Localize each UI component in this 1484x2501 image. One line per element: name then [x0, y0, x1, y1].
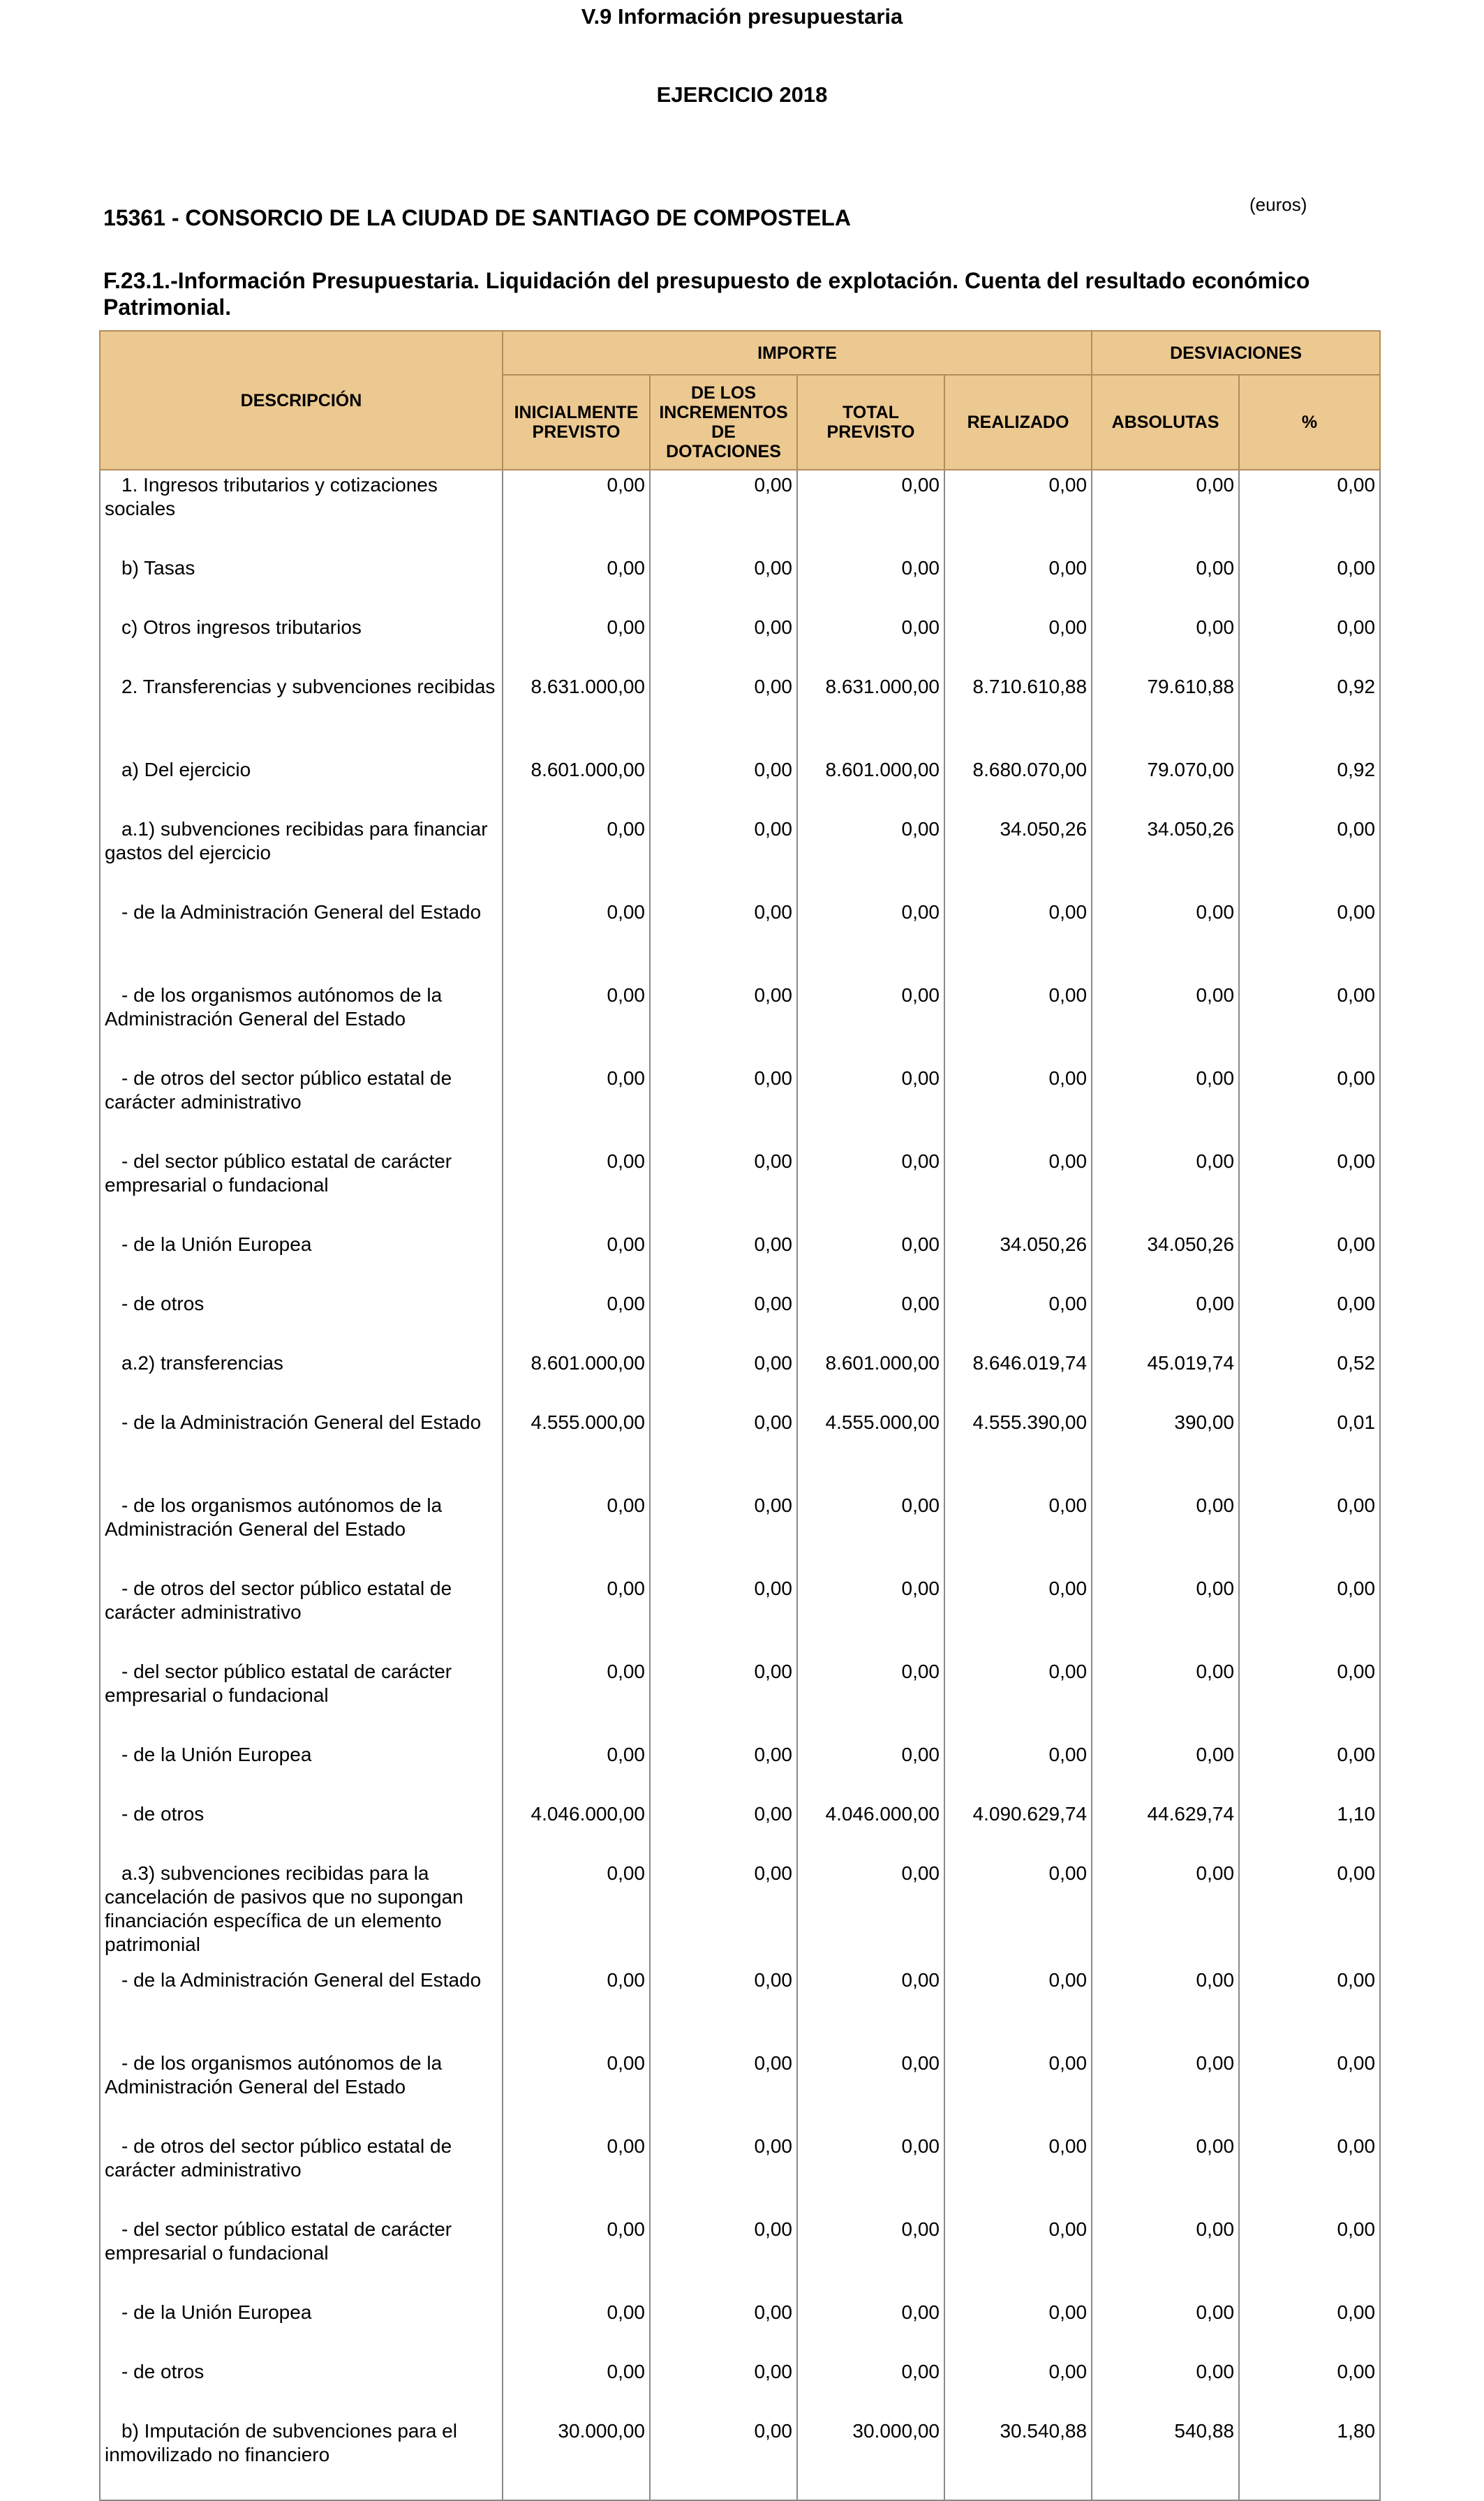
row-value: 34.050,26 — [944, 1230, 1092, 1289]
row-value: 0,00 — [503, 470, 650, 554]
row-value: 0,00 — [1092, 1289, 1239, 1349]
row-description: a.3) subvenciones recibidas para la cancelación de pasivos que no supongan financiación específica de un elemento patrimonial — [100, 1859, 503, 1966]
row-description: - de los organismos autónomos de la Administración General del Estado — [100, 981, 503, 1064]
row-description: a) Del ejercicio — [100, 755, 503, 815]
table-row — [100, 1574, 1380, 1657]
row-value: 0,00 — [1092, 2357, 1239, 2417]
row-value: 8.631.000,00 — [503, 672, 650, 755]
row-value: 0,00 — [650, 2417, 797, 2500]
row-description: - de otros del sector público estatal de carácter administrativo — [100, 2132, 503, 2215]
row-value: 0,00 — [944, 1859, 1092, 1966]
row-description: - de otros del sector público estatal de carácter administrativo — [100, 1574, 503, 1657]
row-value: 0,00 — [797, 1574, 944, 1657]
row-value: 0,00 — [503, 2215, 650, 2298]
row-value: 0,00 — [1092, 1740, 1239, 1799]
header-descripcion: DESCRIPCIÓN — [100, 331, 503, 470]
row-value: 0,00 — [650, 1799, 797, 1859]
row-value: 0,00 — [1092, 898, 1239, 981]
row-description: - de la Administración General del Estado — [100, 898, 503, 981]
row-value: 0,00 — [650, 755, 797, 815]
row-value: 0,00 — [1092, 1491, 1239, 1574]
row-value: 0,00 — [503, 2132, 650, 2215]
table-row — [100, 1289, 1380, 1349]
row-description: - de otros del sector público estatal de carácter administrativo — [100, 1064, 503, 1147]
row-value: 0,00 — [944, 470, 1092, 554]
row-value: 0,00 — [1092, 2049, 1239, 2132]
row-value: 0,00 — [650, 470, 797, 554]
table-row — [100, 2417, 1380, 2500]
row-value: 79.070,00 — [1092, 755, 1239, 815]
row-value: 79.610,88 — [1092, 672, 1239, 755]
row-value: 0,00 — [797, 1966, 944, 2049]
row-value: 0,00 — [797, 1289, 944, 1349]
table-row — [100, 2132, 1380, 2215]
row-description: - de los organismos autónomos de la Administración General del Estado — [100, 1491, 503, 1574]
row-value: 0,00 — [1092, 1657, 1239, 1740]
row-value: 0,00 — [503, 981, 650, 1064]
table-row — [100, 2215, 1380, 2298]
row-value: 0,00 — [797, 613, 944, 672]
row-value: 0,00 — [1092, 2298, 1239, 2357]
row-value: 0,00 — [503, 2298, 650, 2357]
row-value: 0,00 — [1239, 1147, 1380, 1230]
row-value: 0,00 — [1239, 898, 1380, 981]
row-value: 0,00 — [503, 2357, 650, 2417]
row-value: 0,00 — [1092, 1574, 1239, 1657]
row-value: 8.680.070,00 — [944, 755, 1092, 815]
row-value: 0,00 — [503, 2049, 650, 2132]
row-value: 0,00 — [797, 2215, 944, 2298]
row-value: 0,00 — [1239, 1230, 1380, 1289]
entity-name: 15361 - CONSORCIO DE LA CIUDAD DE SANTIAGO DE COMPOSTELA — [103, 205, 851, 230]
table-row — [100, 755, 1380, 815]
exercise-year: EJERCICIO 2018 — [656, 82, 828, 107]
row-value: 0,00 — [650, 554, 797, 613]
row-description: c) Otros ingresos tributarios — [100, 613, 503, 672]
row-value: 0,00 — [944, 1491, 1092, 1574]
row-value: 0,00 — [797, 898, 944, 981]
table-row — [100, 1408, 1380, 1491]
row-value: 30.000,00 — [503, 2417, 650, 2500]
row-value: 0,00 — [797, 1657, 944, 1740]
table-row — [100, 2049, 1380, 2132]
row-value: 0,00 — [650, 815, 797, 898]
row-value: 0,00 — [797, 2298, 944, 2357]
row-value: 0,00 — [944, 2049, 1092, 2132]
table-row — [100, 470, 1380, 554]
row-value: 0,00 — [503, 1574, 650, 1657]
row-value: 0,00 — [503, 1491, 650, 1574]
row-value: 0,00 — [1239, 2215, 1380, 2298]
row-value: 0,00 — [1239, 470, 1380, 554]
row-description: - de los organismos autónomos de la Administración General del Estado — [100, 2049, 503, 2132]
row-value: 0,00 — [797, 1147, 944, 1230]
section-title: F.23.1.-Información Presupuestaria. Liquidación del presupuesto de explotación. Cuenta del resultado económico Patrimonial. — [103, 268, 1310, 320]
row-value: 34.050,26 — [944, 815, 1092, 898]
row-description: 1. Ingresos tributarios y cotizaciones sociales — [100, 470, 503, 554]
row-value: 0,00 — [1239, 1574, 1380, 1657]
row-value: 0,00 — [1092, 470, 1239, 554]
row-description: a.2) transferencias — [100, 1349, 503, 1408]
row-value: 0,00 — [797, 981, 944, 1064]
row-value: 0,00 — [944, 2357, 1092, 2417]
row-value: 45.019,74 — [1092, 1349, 1239, 1408]
row-value: 0,00 — [1239, 2132, 1380, 2215]
row-description: - de otros — [100, 1799, 503, 1859]
row-value: 0,00 — [944, 1064, 1092, 1147]
row-value: 0,00 — [1239, 2357, 1380, 2417]
row-value: 0,00 — [503, 815, 650, 898]
table-row — [100, 1740, 1380, 1799]
row-value: 0,00 — [944, 898, 1092, 981]
table-row — [100, 1859, 1380, 1966]
row-value: 0,00 — [650, 1740, 797, 1799]
row-description: b) Tasas — [100, 554, 503, 613]
header-incrementos-dotaciones: DE LOS INCREMENTOS DE DOTACIONES — [650, 375, 797, 470]
row-value: 0,00 — [650, 2215, 797, 2298]
header-realizado: REALIZADO — [944, 375, 1092, 470]
row-value: 0,00 — [650, 2298, 797, 2357]
row-value: 0,00 — [503, 1147, 650, 1230]
row-value: 0,00 — [944, 1574, 1092, 1657]
row-value: 0,00 — [797, 1859, 944, 1966]
table-row — [100, 815, 1380, 898]
row-value: 0,00 — [797, 2132, 944, 2215]
row-value: 0,00 — [1092, 1859, 1239, 1966]
row-value: 0,00 — [503, 1657, 650, 1740]
table-row — [100, 554, 1380, 613]
row-value: 0,00 — [503, 1966, 650, 2049]
row-value: 0,00 — [944, 2298, 1092, 2357]
row-value: 0,00 — [944, 1289, 1092, 1349]
row-value: 0,00 — [503, 1740, 650, 1799]
table-body — [100, 470, 1380, 2500]
row-value: 0,00 — [1239, 1966, 1380, 2049]
row-value: 0,00 — [797, 1491, 944, 1574]
row-value: 0,00 — [1092, 1966, 1239, 2049]
header-total-previsto: TOTAL PREVISTO — [797, 375, 944, 470]
row-value: 34.050,26 — [1092, 1230, 1239, 1289]
row-value: 0,00 — [650, 2049, 797, 2132]
row-value: 0,92 — [1239, 755, 1380, 815]
table-row — [100, 1064, 1380, 1147]
row-value: 4.555.000,00 — [797, 1408, 944, 1491]
row-value: 0,00 — [1239, 613, 1380, 672]
row-value: 0,00 — [944, 554, 1092, 613]
row-value: 0,00 — [503, 1859, 650, 1966]
table-row — [100, 1657, 1380, 1740]
row-value: 0,00 — [503, 554, 650, 613]
row-value: 0,00 — [650, 1408, 797, 1491]
table-row — [100, 1147, 1380, 1230]
row-value: 0,00 — [650, 1230, 797, 1289]
row-value: 34.050,26 — [1092, 815, 1239, 898]
row-value: 0,01 — [1239, 1408, 1380, 1491]
header-percent: % — [1239, 375, 1380, 470]
row-value: 0,00 — [650, 1064, 797, 1147]
row-value: 8.646.019,74 — [944, 1349, 1092, 1408]
row-value: 0,00 — [1092, 1147, 1239, 1230]
row-value: 0,00 — [944, 613, 1092, 672]
row-value: 0,00 — [1239, 2049, 1380, 2132]
row-value: 0,00 — [650, 1491, 797, 1574]
row-description: - del sector público estatal de carácter empresarial o fundacional — [100, 1657, 503, 1740]
row-value: 0,00 — [650, 1657, 797, 1740]
row-value: 0,00 — [503, 1064, 650, 1147]
row-value: 4.046.000,00 — [503, 1799, 650, 1859]
row-value: 0,00 — [1092, 2132, 1239, 2215]
row-value: 0,00 — [650, 981, 797, 1064]
row-value: 0,00 — [650, 1966, 797, 2049]
row-value: 0,00 — [650, 1859, 797, 1966]
row-value: 0,00 — [797, 1740, 944, 1799]
row-description: - de la Unión Europea — [100, 1230, 503, 1289]
row-value: 0,00 — [944, 2215, 1092, 2298]
row-value: 1,80 — [1239, 2417, 1380, 2500]
row-value: 0,00 — [1092, 1064, 1239, 1147]
row-description: - de otros — [100, 1289, 503, 1349]
row-value: 0,00 — [797, 554, 944, 613]
row-value: 0,00 — [1239, 981, 1380, 1064]
row-value: 8.601.000,00 — [797, 1349, 944, 1408]
row-value: 0,00 — [1092, 613, 1239, 672]
header-desviaciones: DESVIACIONES — [1092, 331, 1380, 375]
row-value: 30.540,88 — [944, 2417, 1092, 2500]
row-value: 8.631.000,00 — [797, 672, 944, 755]
row-value: 0,00 — [797, 1230, 944, 1289]
row-value: 0,00 — [650, 672, 797, 755]
row-value: 0,00 — [1239, 815, 1380, 898]
row-value: 0,00 — [1239, 1491, 1380, 1574]
table-row — [100, 898, 1380, 981]
row-value: 0,00 — [650, 2132, 797, 2215]
row-value: 0,00 — [1092, 554, 1239, 613]
row-description: - de otros — [100, 2357, 503, 2417]
row-value: 0,00 — [503, 1289, 650, 1349]
row-value: 0,00 — [1239, 1740, 1380, 1799]
row-value: 0,00 — [797, 470, 944, 554]
row-value: 0,00 — [650, 1147, 797, 1230]
row-description: b) Imputación de subvenciones para el inmovilizado no financiero — [100, 2417, 503, 2500]
row-value: 0,00 — [1239, 1289, 1380, 1349]
row-value: 0,00 — [650, 613, 797, 672]
row-value: 4.555.390,00 — [944, 1408, 1092, 1491]
row-value: 0,00 — [1239, 1859, 1380, 1966]
row-value: 0,00 — [944, 1740, 1092, 1799]
row-value: 0,00 — [1239, 1064, 1380, 1147]
row-value: 0,00 — [503, 898, 650, 981]
row-value: 0,00 — [650, 2357, 797, 2417]
table-row — [100, 981, 1380, 1064]
budget-table — [99, 330, 1381, 2501]
row-description: 2. Transferencias y subvenciones recibidas — [100, 672, 503, 755]
row-value: 0,00 — [503, 1230, 650, 1289]
row-value: 44.629,74 — [1092, 1799, 1239, 1859]
table-row — [100, 1491, 1380, 1574]
row-value: 0,00 — [797, 2357, 944, 2417]
header-inicialmente-previsto: INICIALMENTE PREVISTO — [503, 375, 650, 470]
row-value: 0,00 — [1092, 2215, 1239, 2298]
row-value: 0,00 — [944, 981, 1092, 1064]
row-description: - de la Administración General del Estado — [100, 1966, 503, 2049]
row-value: 0,52 — [1239, 1349, 1380, 1408]
table-row — [100, 2357, 1380, 2417]
row-value: 0,00 — [1239, 2298, 1380, 2357]
row-value: 0,00 — [944, 1147, 1092, 1230]
table-row — [100, 2298, 1380, 2357]
row-value: 0,00 — [797, 815, 944, 898]
row-value: 0,00 — [1239, 554, 1380, 613]
row-value: 8.601.000,00 — [503, 1349, 650, 1408]
row-value: 4.090.629,74 — [944, 1799, 1092, 1859]
table-row — [100, 1349, 1380, 1408]
row-value: 0,00 — [503, 613, 650, 672]
row-value: 0,00 — [650, 1289, 797, 1349]
header-absolutas: ABSOLUTAS — [1092, 375, 1239, 470]
row-description: - de la Unión Europea — [100, 2298, 503, 2357]
table-row — [100, 1966, 1380, 2049]
row-value: 8.601.000,00 — [797, 755, 944, 815]
table-row — [100, 1799, 1380, 1859]
table-row — [100, 672, 1380, 755]
row-value: 390,00 — [1092, 1408, 1239, 1491]
row-value: 0,00 — [1239, 1657, 1380, 1740]
row-value: 0,00 — [1092, 981, 1239, 1064]
header-importe: IMPORTE — [503, 331, 1092, 375]
row-description: - del sector público estatal de carácter empresarial o fundacional — [100, 2215, 503, 2298]
row-value: 540,88 — [1092, 2417, 1239, 2500]
row-value: 0,00 — [797, 1064, 944, 1147]
row-value: 8.710.610,88 — [944, 672, 1092, 755]
row-description: - de la Administración General del Estado — [100, 1408, 503, 1491]
row-description: - de la Unión Europea — [100, 1740, 503, 1799]
row-value: 0,00 — [944, 2132, 1092, 2215]
row-description: a.1) subvenciones recibidas para financiar gastos del ejercicio — [100, 815, 503, 898]
row-value: 0,00 — [944, 1657, 1092, 1740]
row-value: 0,00 — [797, 2049, 944, 2132]
units-label: (euros) — [1249, 194, 1307, 215]
row-value: 4.555.000,00 — [503, 1408, 650, 1491]
row-value: 1,10 — [1239, 1799, 1380, 1859]
row-description: - del sector público estatal de carácter empresarial o fundacional — [100, 1147, 503, 1230]
table-row — [100, 1230, 1380, 1289]
row-value: 0,92 — [1239, 672, 1380, 755]
row-value: 0,00 — [650, 898, 797, 981]
row-value: 30.000,00 — [797, 2417, 944, 2500]
row-value: 0,00 — [944, 1966, 1092, 2049]
row-value: 4.046.000,00 — [797, 1799, 944, 1859]
row-value: 0,00 — [650, 1574, 797, 1657]
table-row — [100, 613, 1380, 672]
row-value: 0,00 — [650, 1349, 797, 1408]
row-value: 8.601.000,00 — [503, 755, 650, 815]
document-title: V.9 Información presupuestaria — [581, 4, 903, 29]
